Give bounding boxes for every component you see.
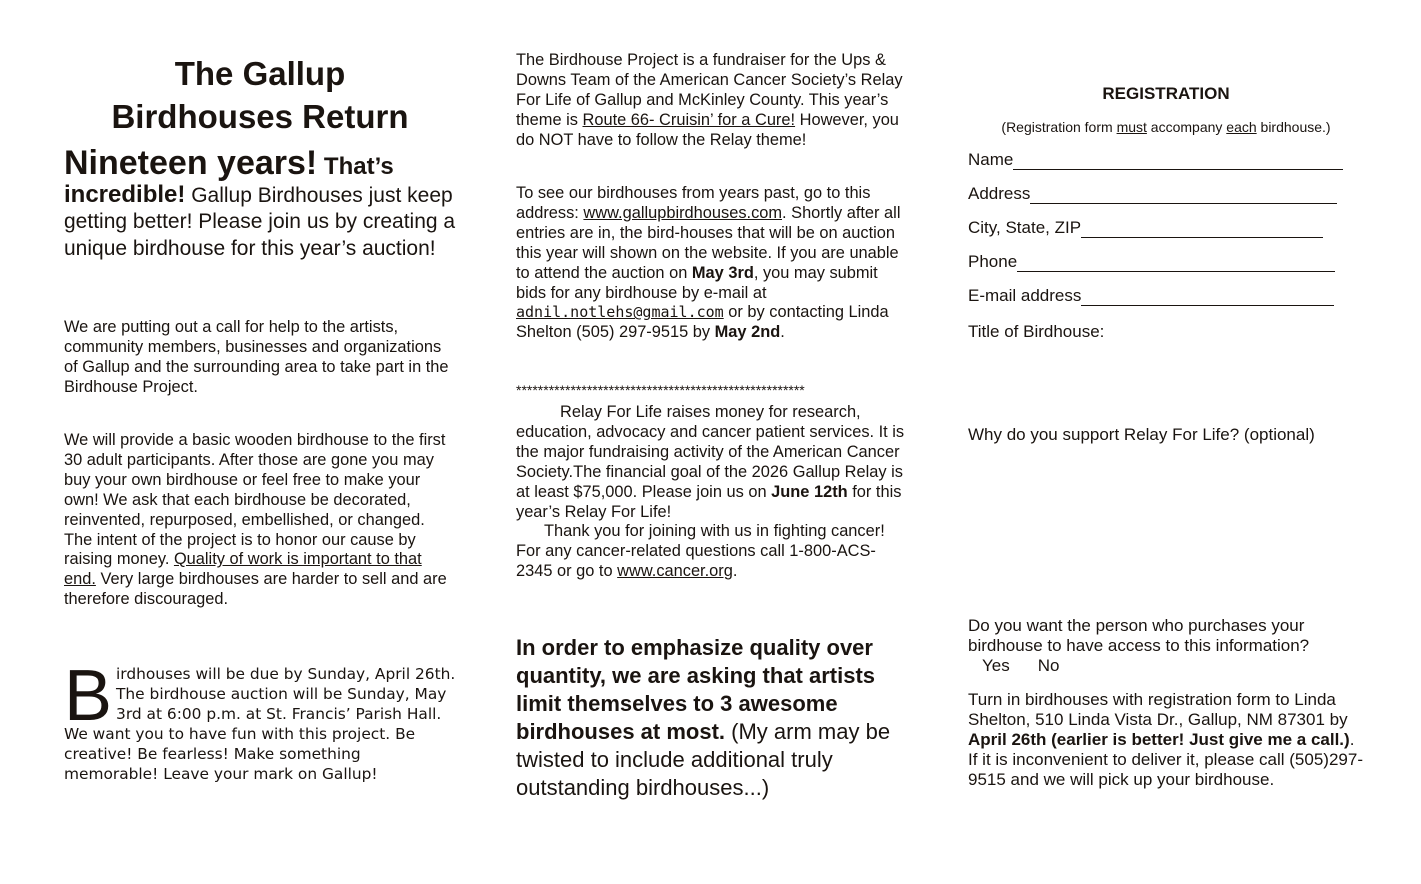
m1-text-a: The Birdhouse Project is a fundraiser for the Ups & Downs Team of the American Cancer Society’s Relay For Life of Gallup and McKinley County. This year’s theme is xyxy=(516,51,903,129)
cancer-link[interactable]: www.cancer.org xyxy=(617,562,733,581)
relay-paragraph xyxy=(516,403,910,582)
reg-note-a: (Registration form xyxy=(1001,119,1117,135)
email-line[interactable] xyxy=(1081,289,1334,306)
phone-label: Phone xyxy=(968,252,1018,271)
quality-paragraph xyxy=(516,634,910,802)
fundraiser-paragraph xyxy=(516,51,910,151)
due-date-text: irdhouses will be due by Sunday, April 26th. The birdhouse auction will be Sunday, May 3rd at 6:00 p.m. at St. Francis’ Parish Hall. We want you to have fun with this project. Be creative! Be fearless! Make something memorable! Leave your mark on Gallup! xyxy=(64,665,456,783)
m2-text-d: or by contacting Linda Shelton (505) 297-9515 by xyxy=(516,303,889,342)
auction-date: May 3rd xyxy=(691,263,754,282)
title-line-2: Birdhouses Return xyxy=(111,98,409,135)
m3-text-b: for this year’s Relay For Life! xyxy=(516,482,902,521)
website-link[interactable]: www.gallupbirdhouses.com xyxy=(583,203,783,222)
quality-rest: (My arm may be twisted to include additional truly outstanding birdhouses...) xyxy=(516,719,891,800)
title-line-1: The Gallup xyxy=(174,55,346,92)
star-divider: ***************************************************** xyxy=(516,382,805,398)
bid-deadline: May 2nd xyxy=(714,323,781,342)
flyer-title xyxy=(64,52,456,138)
why-support-question: Why do you support Relay For Life? (optional) xyxy=(968,425,1315,444)
option-yes[interactable]: Yes xyxy=(982,656,1010,675)
m3-text-d: . xyxy=(732,562,738,581)
reg-note-c: birdhouse.) xyxy=(1256,119,1331,135)
call-for-help-paragraph: We are putting out a call for help to the artists, community members, businesses and organizations of Gallup and the surrounding area to take part in the Birdhouse Project. xyxy=(64,318,449,396)
access-question-text: Do you want the person who purchases your birdhouse to have access to this information? xyxy=(968,616,1310,655)
due-date-paragraph xyxy=(64,656,456,784)
birdhouse-title-question: Title of Birdhouse: xyxy=(968,322,1105,341)
quality-bold: In order to emphasize quality over quantity, we are asking that artists limit themselves to 3 awesome birdhouses at most. xyxy=(516,635,876,744)
p2-text-a: We will provide a basic wooden birdhouse to the first 30 adult participants. After those are gone you may buy your own birdhouse or feel free to make your own! We ask that each birdhouse be decorated, reinvented, repurposed, embellished, or changed. The intent of the project is to honor our cause by raising money. xyxy=(64,431,446,569)
p2-text-b: Very large birdhouses are harder to sell and are therefore discouraged. xyxy=(64,570,447,609)
relay-date: June 12th xyxy=(771,482,848,501)
relay-theme: Route 66- Cruisin’ for a Cure! xyxy=(582,110,796,129)
intro-text: Gallup Birdhouses just keep getting better! Please join us by creating a unique birdhouse for this year’s auction! xyxy=(64,183,456,260)
phone-field[interactable] xyxy=(968,252,1335,272)
website-paragraph xyxy=(516,184,910,343)
reg-note-b: accompany xyxy=(1146,119,1227,135)
m2-text-b: . Shortly after all entries are in, the bird-houses that will be on auction this year will shown on the website. If you are unable to attend the auction on xyxy=(516,203,901,282)
basic-birdhouse-paragraph xyxy=(64,431,456,610)
m1-text-b: However, you do NOT have to follow the Relay theme! xyxy=(516,110,899,149)
m2-text-e: . xyxy=(780,323,785,342)
email-link[interactable]: adnil.notlehs@gmail.com xyxy=(516,303,724,322)
m3-text-c: Thank you for joining with us in fighting cancer! For any cancer-related questions call 1-800-ACS-2345 or go to xyxy=(516,522,885,581)
m2-text-a: To see our birdhouses from years past, go to this address: xyxy=(516,184,871,222)
city-state-zip-field[interactable] xyxy=(968,218,1323,238)
intro-thats: That’s xyxy=(317,153,394,180)
registration-note xyxy=(968,119,1364,135)
intro-incredible: incredible! xyxy=(64,180,186,208)
reg-note-each: each xyxy=(1226,119,1257,135)
turnin-deadline: April 26th (earlier is better! Just give me a call.) xyxy=(968,730,1350,749)
access-question xyxy=(968,616,1364,676)
city-line[interactable] xyxy=(1081,221,1323,238)
address-field[interactable] xyxy=(968,184,1337,204)
name-field[interactable] xyxy=(968,150,1343,170)
m3-text-a: Relay For Life raises money for research, education, advocacy and cancer patient services. It is the major fundraising activity of the American Cancer Society.The financial goal of the 2026 Gallup Relay is at least $75,000. Please join us on xyxy=(516,403,905,501)
address-label: Address xyxy=(968,184,1031,203)
turnin-text-b: . If it is inconvenient to deliver it, please call (505)297-9515 and we will pick up your birdhouse. xyxy=(968,730,1363,789)
turn-in-instructions xyxy=(968,690,1364,790)
email-label: E-mail address xyxy=(968,286,1082,305)
drop-cap: B xyxy=(64,656,113,736)
phone-line[interactable] xyxy=(1017,255,1335,272)
intro-headline: Nineteen years! xyxy=(64,144,318,182)
city-label: City, State, ZIP xyxy=(968,218,1082,237)
address-line[interactable] xyxy=(1030,187,1337,204)
option-no[interactable]: No xyxy=(1037,656,1060,675)
registration-title: REGISTRATION xyxy=(1102,84,1230,103)
quality-note: Quality of work is important to that end. xyxy=(64,550,422,589)
email-field[interactable] xyxy=(968,286,1334,306)
turnin-text-a: Turn in birdhouses with registration form to Linda Shelton, 510 Linda Vista Dr., Gallup, NM 87301 by xyxy=(968,690,1348,729)
intro-paragraph xyxy=(64,144,456,262)
reg-note-must: must xyxy=(1116,119,1147,135)
name-line[interactable] xyxy=(1013,153,1343,170)
m2-text-c: , you may submit bids for any birdhouse by e-mail at xyxy=(516,263,878,302)
name-label: Name xyxy=(968,150,1014,169)
